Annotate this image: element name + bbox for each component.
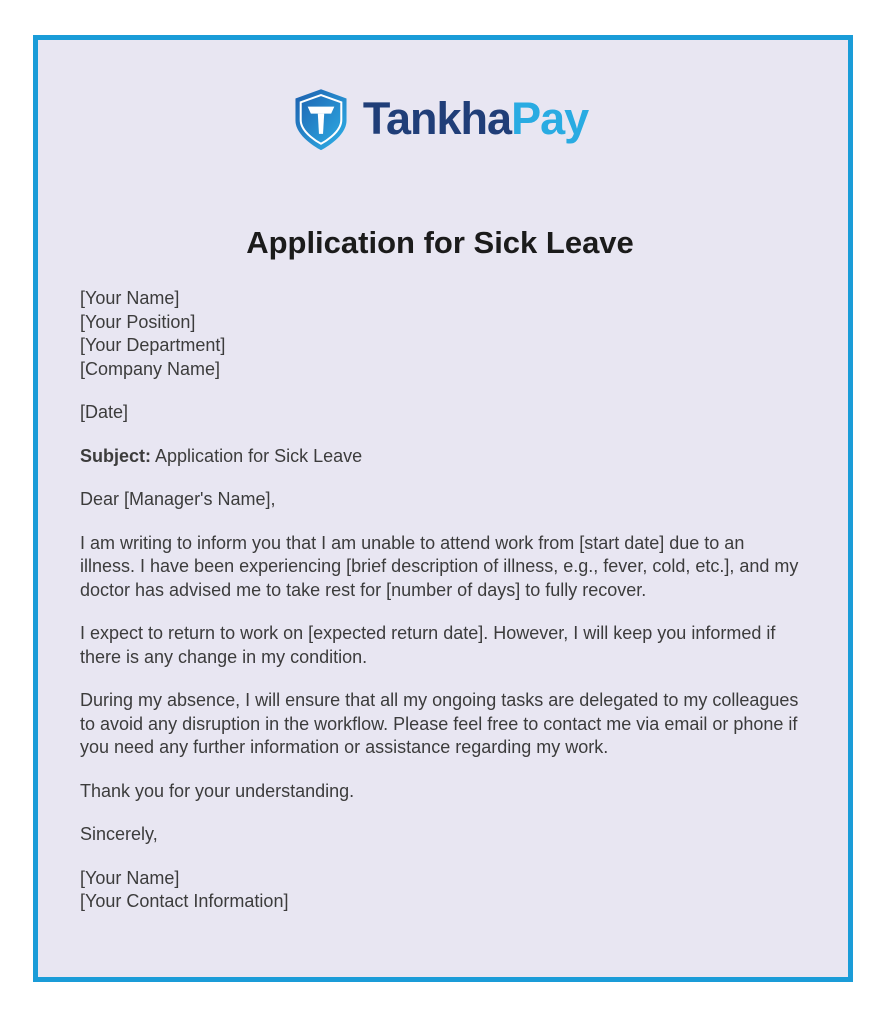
signature-line-name: [Your Name] bbox=[80, 867, 180, 888]
letter-body bbox=[80, 287, 800, 914]
letter-title: Application for Sick Leave bbox=[246, 225, 634, 260]
body-paragraph-1: I am writing to inform you that I am unable to attend work from [start date] due to an illness. I have been experiencing [brief description of illness, e.g., fever, cold, etc.], and my doctor has advised me to take rest for [number of days] to fully recover. bbox=[80, 532, 799, 600]
sender-line-position: [Your Position] bbox=[80, 311, 196, 332]
brand-name-secondary: Pay bbox=[511, 92, 589, 144]
closing-line: Sincerely, bbox=[80, 824, 158, 844]
thank-you-line: Thank you for your understanding. bbox=[80, 780, 355, 801]
signature-block bbox=[80, 867, 800, 914]
signature-line-contact: [Your Contact Information] bbox=[80, 891, 289, 911]
sender-block bbox=[80, 287, 800, 381]
subject-text: Application for Sick Leave bbox=[155, 445, 363, 466]
subject-label: Subject: bbox=[80, 445, 152, 466]
brand-name-primary: Tankha bbox=[362, 92, 512, 144]
body-paragraph-2: I expect to return to work on [expected return date]. However, I will keep you informed if there is any change in my condition. bbox=[80, 623, 776, 667]
date-line: [Date] bbox=[80, 402, 129, 422]
letter-card bbox=[33, 35, 853, 982]
sender-line-name: [Your Name] bbox=[80, 288, 180, 308]
subject-line bbox=[80, 445, 800, 469]
brand-name bbox=[362, 92, 589, 145]
salutation: Dear [Manager's Name], bbox=[80, 489, 276, 509]
sender-line-company: [Company Name] bbox=[80, 358, 221, 379]
shield-t-icon bbox=[292, 87, 350, 153]
body-paragraph-3: During my absence, I will ensure that all my ongoing tasks are delegated to my colleagues to avoid any disruption in the workflow. Please feel free to contact me via email or phone if you need any further information or assistance regarding my work. bbox=[80, 690, 799, 757]
sender-line-department: [Your Department] bbox=[80, 335, 226, 355]
brand-logo bbox=[80, 86, 800, 154]
